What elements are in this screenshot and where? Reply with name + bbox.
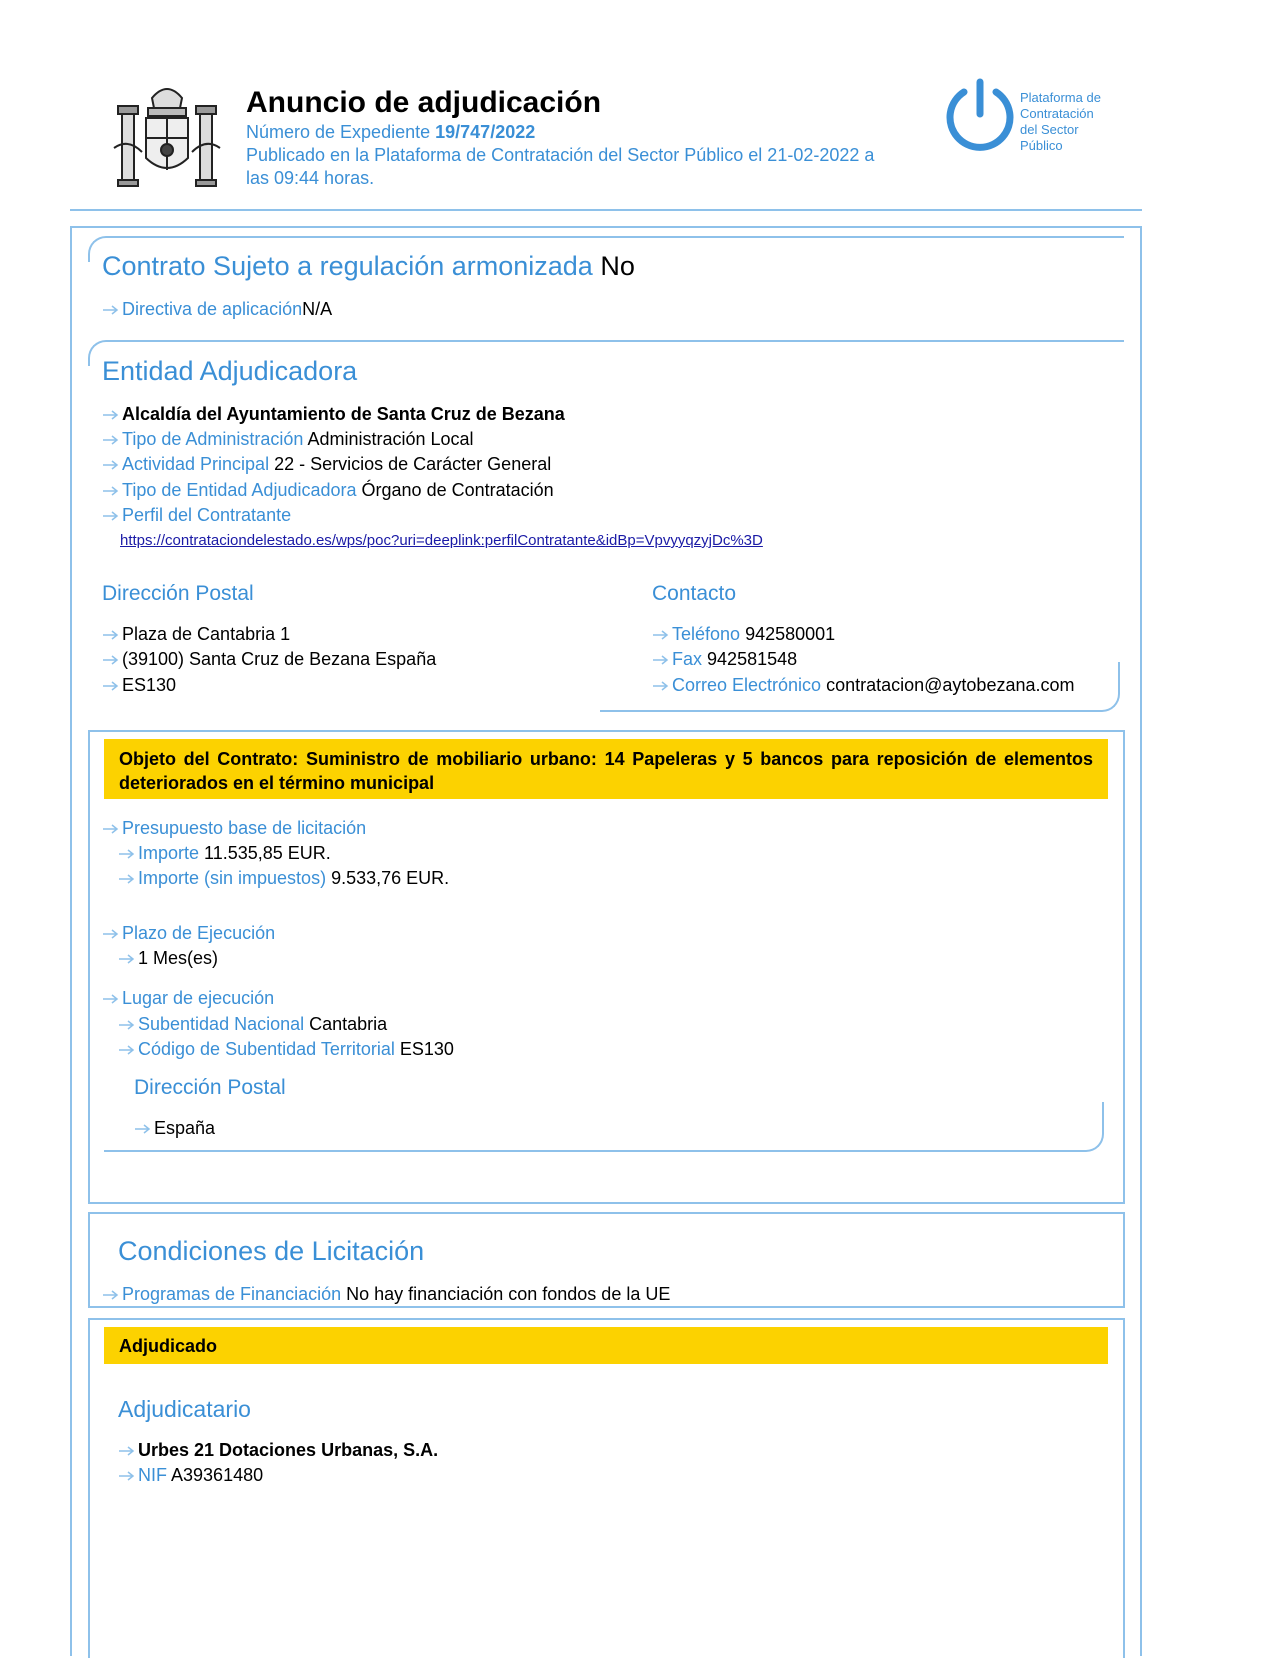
regulacion-title-text: Contrato Sujeto a regulación armonizada [102,251,593,281]
programas-label: Programas de Financiación [122,1284,342,1304]
directiva-row [102,298,332,320]
arrow-icon [118,1446,136,1456]
telefono-label: Teléfono [672,624,741,644]
objeto-curve-bottom [104,1102,1104,1152]
tipo-admin-label: Tipo de Administración [122,429,304,449]
arrow-icon [652,630,670,640]
adjudicatario-name: Urbes 21 Dotaciones Urbanas, S.A. [138,1440,439,1460]
perfil-label: Perfil del Contratante [122,505,292,525]
arrow-icon [102,630,120,640]
directiva-value: N/A [302,299,333,319]
arrow-icon [118,874,136,884]
lugar-row [102,987,274,1009]
adjudicado-banner [104,1327,1108,1364]
objeto-dir-value: España [154,1118,216,1138]
direccion-line-1 [102,623,290,645]
adjudicatario-title: Adjudicatario [118,1396,251,1422]
arrow-icon [102,655,120,665]
arrow-icon [102,824,120,834]
perfil-link[interactable]: https://contrataciondelestado.es/wps/poc?uri=deeplink:perfilContratante&idBp=VpvyyqzyjDc%3D [120,532,763,549]
arrow-icon [102,435,120,445]
arrow-icon [118,1045,136,1055]
published-line-1: Publicado en la Plataforma de Contratación del Sector Público el 21-02-2022 a [246,145,875,165]
direccion-line-3-text: ES130 [122,675,177,695]
contacto-title: Contacto [652,582,737,605]
importe-sin-label: Importe (sin impuestos) [138,868,327,888]
coat-of-arms-logo [112,78,222,190]
arrow-icon [118,954,136,964]
regulacion-title [102,251,635,282]
actividad-label: Actividad Principal [122,454,270,474]
expediente-value: 19/747/2022 [435,122,536,142]
adjudicado-banner-text: Adjudicado [119,1336,217,1356]
direccion-line-1-text: Plaza de Cantabria 1 [122,624,291,644]
plazo-row [102,922,275,944]
telefono-value: 942580001 [745,624,836,644]
adjudicatario-name-row [118,1439,438,1461]
presupuesto-label: Presupuesto base de licitación [122,818,367,838]
logo-text-1: Plataforma de [1020,90,1101,105]
arrow-icon [102,460,120,470]
subentidad-label: Subentidad Nacional [138,1014,305,1034]
telefono-row [652,623,835,645]
importe-sin-value: 9.533,76 EUR. [331,868,450,888]
arrow-icon [102,305,120,315]
presupuesto-row [102,817,366,839]
expediente-line [246,122,535,143]
actividad-row [102,453,551,475]
arrow-icon [102,410,120,420]
condiciones-title: Condiciones de Licitación [118,1236,425,1266]
entidad-name: Alcaldía del Ayuntamiento de Santa Cruz de Bezana [122,404,565,424]
logo-text-3: del Sector [1020,122,1079,137]
subentidad-value: Cantabria [309,1014,388,1034]
correo-value: contratacion@aytobezana.com [826,675,1075,695]
nif-label: NIF [138,1465,167,1485]
direccion-line-2-text: (39100) Santa Cruz de Bezana España [122,649,437,669]
programas-row [102,1283,670,1305]
regulacion-title-value: No [600,251,635,281]
correo-label: Correo Electrónico [672,675,822,695]
arrow-icon [118,1471,136,1481]
programas-value: No hay financiación con fondos de la UE [346,1284,671,1304]
arrow-icon [102,681,120,691]
arrow-icon [118,1020,136,1030]
perfil-row [102,504,291,526]
importe-sin-row [118,867,449,889]
arrow-icon [102,929,120,939]
direccion-title: Dirección Postal [102,582,254,605]
tipo-entidad-row [102,479,554,501]
arrow-icon [102,994,120,1004]
nif-row [118,1464,263,1486]
tipo-admin-row [102,428,474,450]
directiva-label: Directiva de aplicación [122,299,303,319]
plazo-label: Plazo de Ejecución [122,923,276,943]
tipo-entidad-label: Tipo de Entidad Adjudicadora [122,480,357,500]
plataforma-logo [942,78,1122,162]
tipo-entidad-value: Órgano de Contratación [361,480,554,500]
arrow-icon [102,511,120,521]
arrow-icon [102,1290,120,1300]
arrow-icon [102,486,120,496]
codigo-label: Código de Subentidad Territorial [138,1039,395,1059]
objeto-banner-text: Objeto del Contrato: Suministro de mobiliario urbano: 14 Papeleras y 5 bancos para reposición de elementos deteriorados en el término municipal [119,749,1093,793]
objeto-dir-title: Dirección Postal [134,1076,286,1099]
fax-label: Fax [672,649,703,669]
direccion-line-2 [102,648,436,670]
subentidad-row [118,1013,387,1035]
importe-row [118,842,331,864]
entidad-name-row [102,403,565,425]
plazo-value: 1 Mes(es) [138,948,219,968]
expediente-label: Número de Expediente [246,122,431,142]
logo-text-2: Contratación [1020,106,1094,121]
direccion-line-3 [102,674,176,696]
arrow-icon [118,849,136,859]
logo-text-4: Público [1020,138,1063,153]
codigo-row [118,1038,454,1060]
lugar-label: Lugar de ejecución [122,988,275,1008]
fax-value: 942581548 [707,649,798,669]
codigo-value: ES130 [399,1039,454,1059]
objeto-banner [104,739,1108,799]
published-line-2: las 09:44 horas. [246,168,375,188]
actividad-value: 22 - Servicios de Carácter General [274,454,552,474]
entidad-title: Entidad Adjudicadora [102,356,358,386]
page-title: Anuncio de adjudicación [246,86,602,119]
tipo-admin-value: Administración Local [307,429,474,449]
importe-label: Importe [138,843,200,863]
nif-value: A39361480 [171,1465,264,1485]
header-divider [70,209,1142,211]
entidad-curve-bottom [600,662,1120,712]
plazo-value-row [118,947,218,969]
adjudicado-box [88,1318,1125,1658]
importe-value: 11.535,85 EUR. [204,843,331,863]
power-icon [942,78,1018,160]
